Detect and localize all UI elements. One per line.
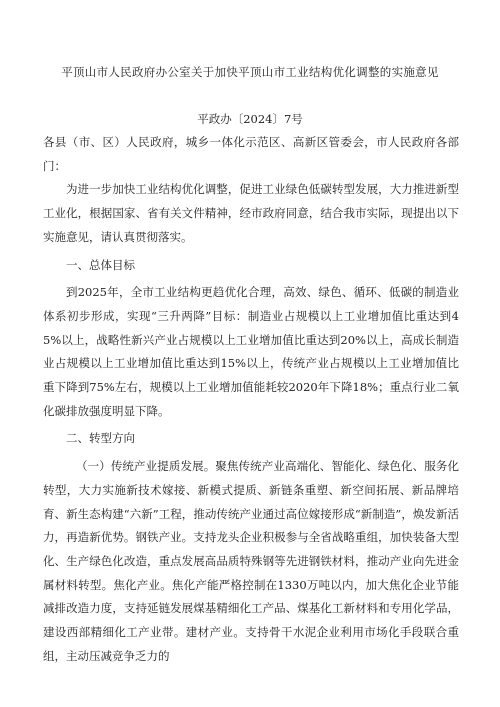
section-heading-direction: 二、转型方向 <box>66 431 135 446</box>
document-body <box>43 131 459 668</box>
direction-paragraph: （一）传统产业提质发展。聚焦传统产业高端化、智能化、绿色化、服务化转型，大力实施新技术嫁接、新模式提质、新链条重塑、新空间拓展、新品牌培育、新生态构建“六新”工程，推动传统产业通过高位嫁接形成“新制造”，焕发新活力，再造新优势。钢铁产业。支持龙头企业积极参与全省战略重组，加快装备大型化、生产绿色化改造，重点发展高品质特殊钢等先进钢铁材料，推动产业向先进金属材料转型。焦化产业。焦化产能严格控制在1330万吨以内，加大焦化企业节能减排改造力度，支持延链发展煤基精细化工产品、煤基化工新材料和专用化学品，建设西部精细化工产业带。建材产业。支持骨干水泥企业利用市场化手段联合重组，主动压减竞争乏力的 <box>43 459 459 663</box>
document-number: 平政办〔2024〕7号 <box>197 112 303 126</box>
salutation: 各县（市、区）人民政府，城乡一体化示范区、高新区管委会，市人民政府各部门： <box>43 135 459 173</box>
document-title: 平顶山市人民政府办公室关于加快平顶山市工业结构优化调整的实施意见 <box>61 65 439 79</box>
goals-paragraph: 到2025年，全市工业结构更趋优化合理，高效、绿色、循环、低碳的制造业体系初步形成，实现“三升两降”目标：制造业占规模以上工业增加值比重达到45%以上，战略性新兴产业占规模以上工业增加值比重达到20%以上，高成长制造业占规模以上工业增加值比重达到15%以上，传统产业占规模以上工业增加值比重下降到75%左右，规模以上工业增加值能耗较2020年下降18%；重点行业二氧化碳排放强度明显下降。 <box>43 285 459 418</box>
intro-paragraph: 为进一步加快工业结构优化调整，促进工业绿色低碳转型发展，大力推进新型工业化，根据国家、省有关文件精神，经市政府同意，结合我市实际，现提出以下实施意见，请认真贯彻落实。 <box>43 182 459 244</box>
section-heading-goals: 一、总体目标 <box>66 257 135 272</box>
